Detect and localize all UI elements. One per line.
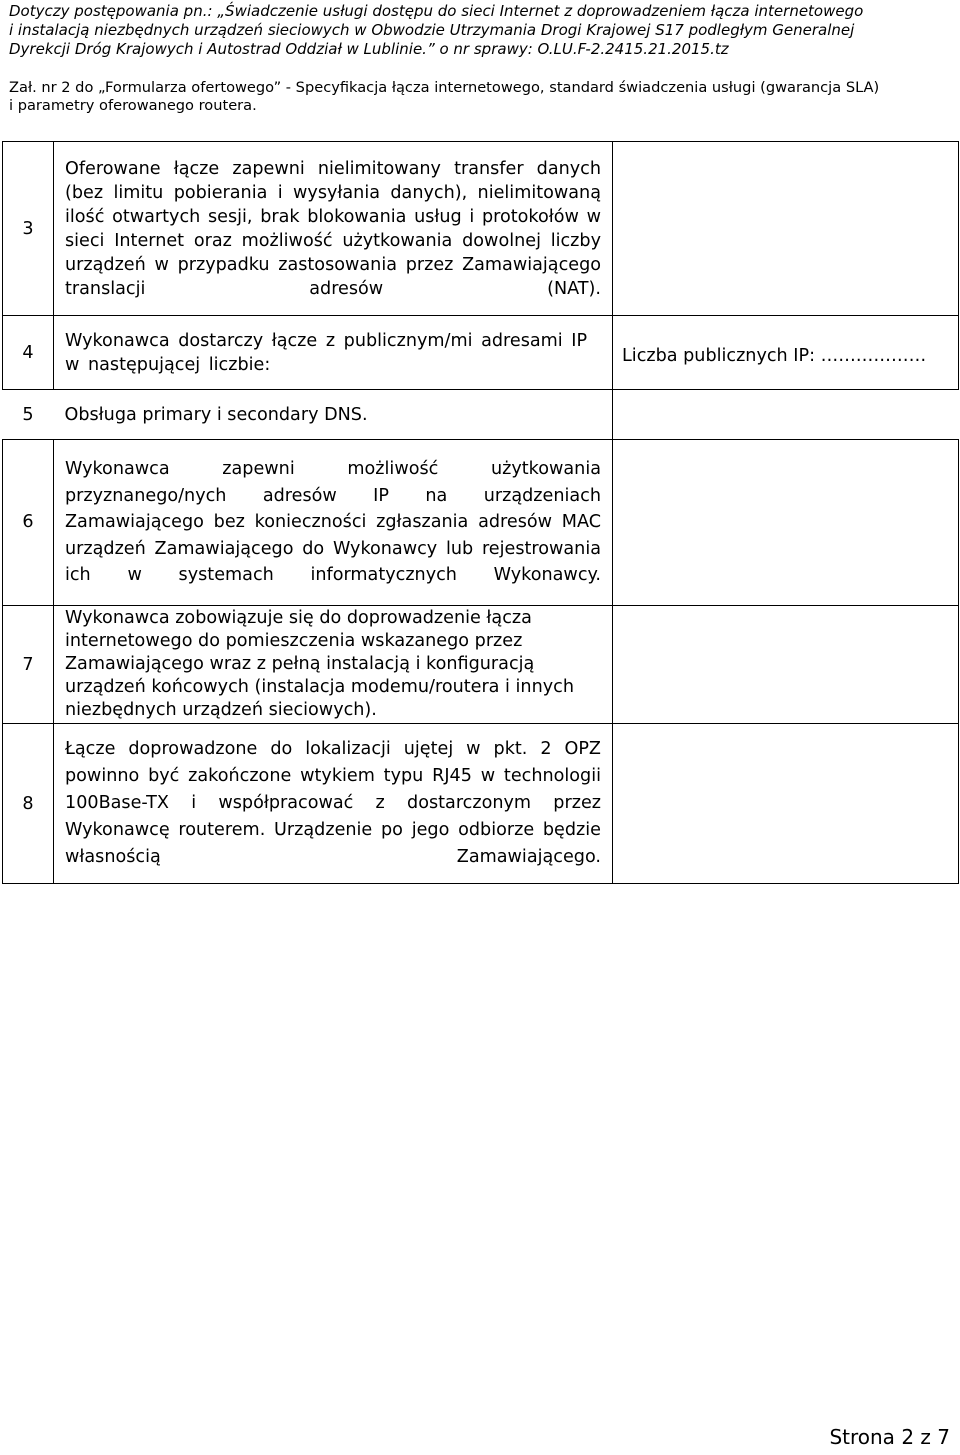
row-description: Oferowane łącze zapewni nielimitowany transfer danych (bez limitu pobierania i wysyłania danych), nielimitowaną ilość otwartych sesji, brak blokowania usług i protokołów w sieci Internet oraz możliwość użytkowania dowolnej liczby urządzeń w przypadku zastosowania przez Zamawiającego translacji adresów (NAT). — [54, 142, 613, 316]
row-offer-value: Liczba publicznych IP: ……………… — [613, 316, 959, 390]
row-number: 6 — [3, 440, 54, 606]
header-line-3: Dyrekcji Dróg Krajowych i Autostrad Oddział w Lublinie.” o nr sprawy: O.LU.F-2.2415.21.2015.tz — [9, 40, 729, 58]
row-offer-value — [613, 606, 959, 724]
row-number: 5 — [22, 404, 34, 425]
table-row — [3, 390, 959, 440]
page-prefix: Strona — [829, 1425, 895, 1449]
row-description: Wykonawca zobowiązuje się do doprowadzenie łącza internetowego do pomieszczenia wskazanego przez Zamawiającego wraz z pełną instalacją i konfiguracją urządzeń końcowych (instalacja modemu/routera i innych niezbędnych urządzeń sieciowych). — [54, 606, 613, 724]
attachment-title-line-1: Zał. nr 2 do „Formularza ofertowego” - Specyfikacja łącza internetowego, standard świadczenia usługi (gwarancja SLA) — [9, 79, 880, 96]
row-description: Wykonawca zapewni możliwość użytkowania przyznanego/nych adresów IP na urządzeniach Zamawiającego bez konieczności zgłaszania adresów MAC urządzeń Zamawiającego do Wykonawcy lub rejestrowania ich w systemach informatycznych Wykonawcy. — [54, 440, 613, 606]
page-separator: z — [920, 1425, 931, 1449]
row-offer-value — [613, 724, 959, 884]
row-number: 3 — [3, 142, 54, 316]
header-line-2: i instalacją niezbędnych urządzeń sieciowych w Obwodzie Utrzymania Drogi Krajowej S17 podległym Generalnej — [9, 21, 855, 39]
row-description: Łącze doprowadzone do lokalizacji ujętej w pkt. 2 OPZ powinno być zakończone wtykiem typu RJ45 w technologii 100Base-TX i współpracować z dostarczonym przez Wykonawcę routerem. Urządzenie po jego odbiorze będzie własnością Zamawiającego. — [54, 724, 613, 884]
table-row — [3, 142, 959, 316]
table-row — [3, 606, 959, 724]
table-row — [3, 440, 959, 606]
header-line-1: Dotyczy postępowania pn.: „Świadczenie usługi dostępu do sieci Internet z doprowadzeniem łącza internetowego — [9, 2, 864, 20]
row-offer-value — [613, 390, 959, 440]
page-number — [829, 1425, 950, 1449]
row-offer-value — [613, 142, 959, 316]
attachment-title-line-2: i parametry oferowanego routera. — [9, 97, 257, 114]
page-total: 7 — [937, 1425, 950, 1449]
row-number: 8 — [3, 724, 54, 884]
row-number: 7 — [3, 606, 54, 724]
table-row — [3, 316, 959, 390]
row-number: 4 — [3, 316, 54, 390]
specification-table — [2, 141, 959, 884]
row-offer-value — [613, 440, 959, 606]
row-description: Wykonawca dostarczy łącze z publicznym/mi adresami IP w następującej liczbie: — [54, 316, 613, 390]
table-row — [3, 724, 959, 884]
page-current: 2 — [901, 1425, 915, 1449]
row-description: Obsługa primary i secondary DNS. — [64, 404, 368, 425]
